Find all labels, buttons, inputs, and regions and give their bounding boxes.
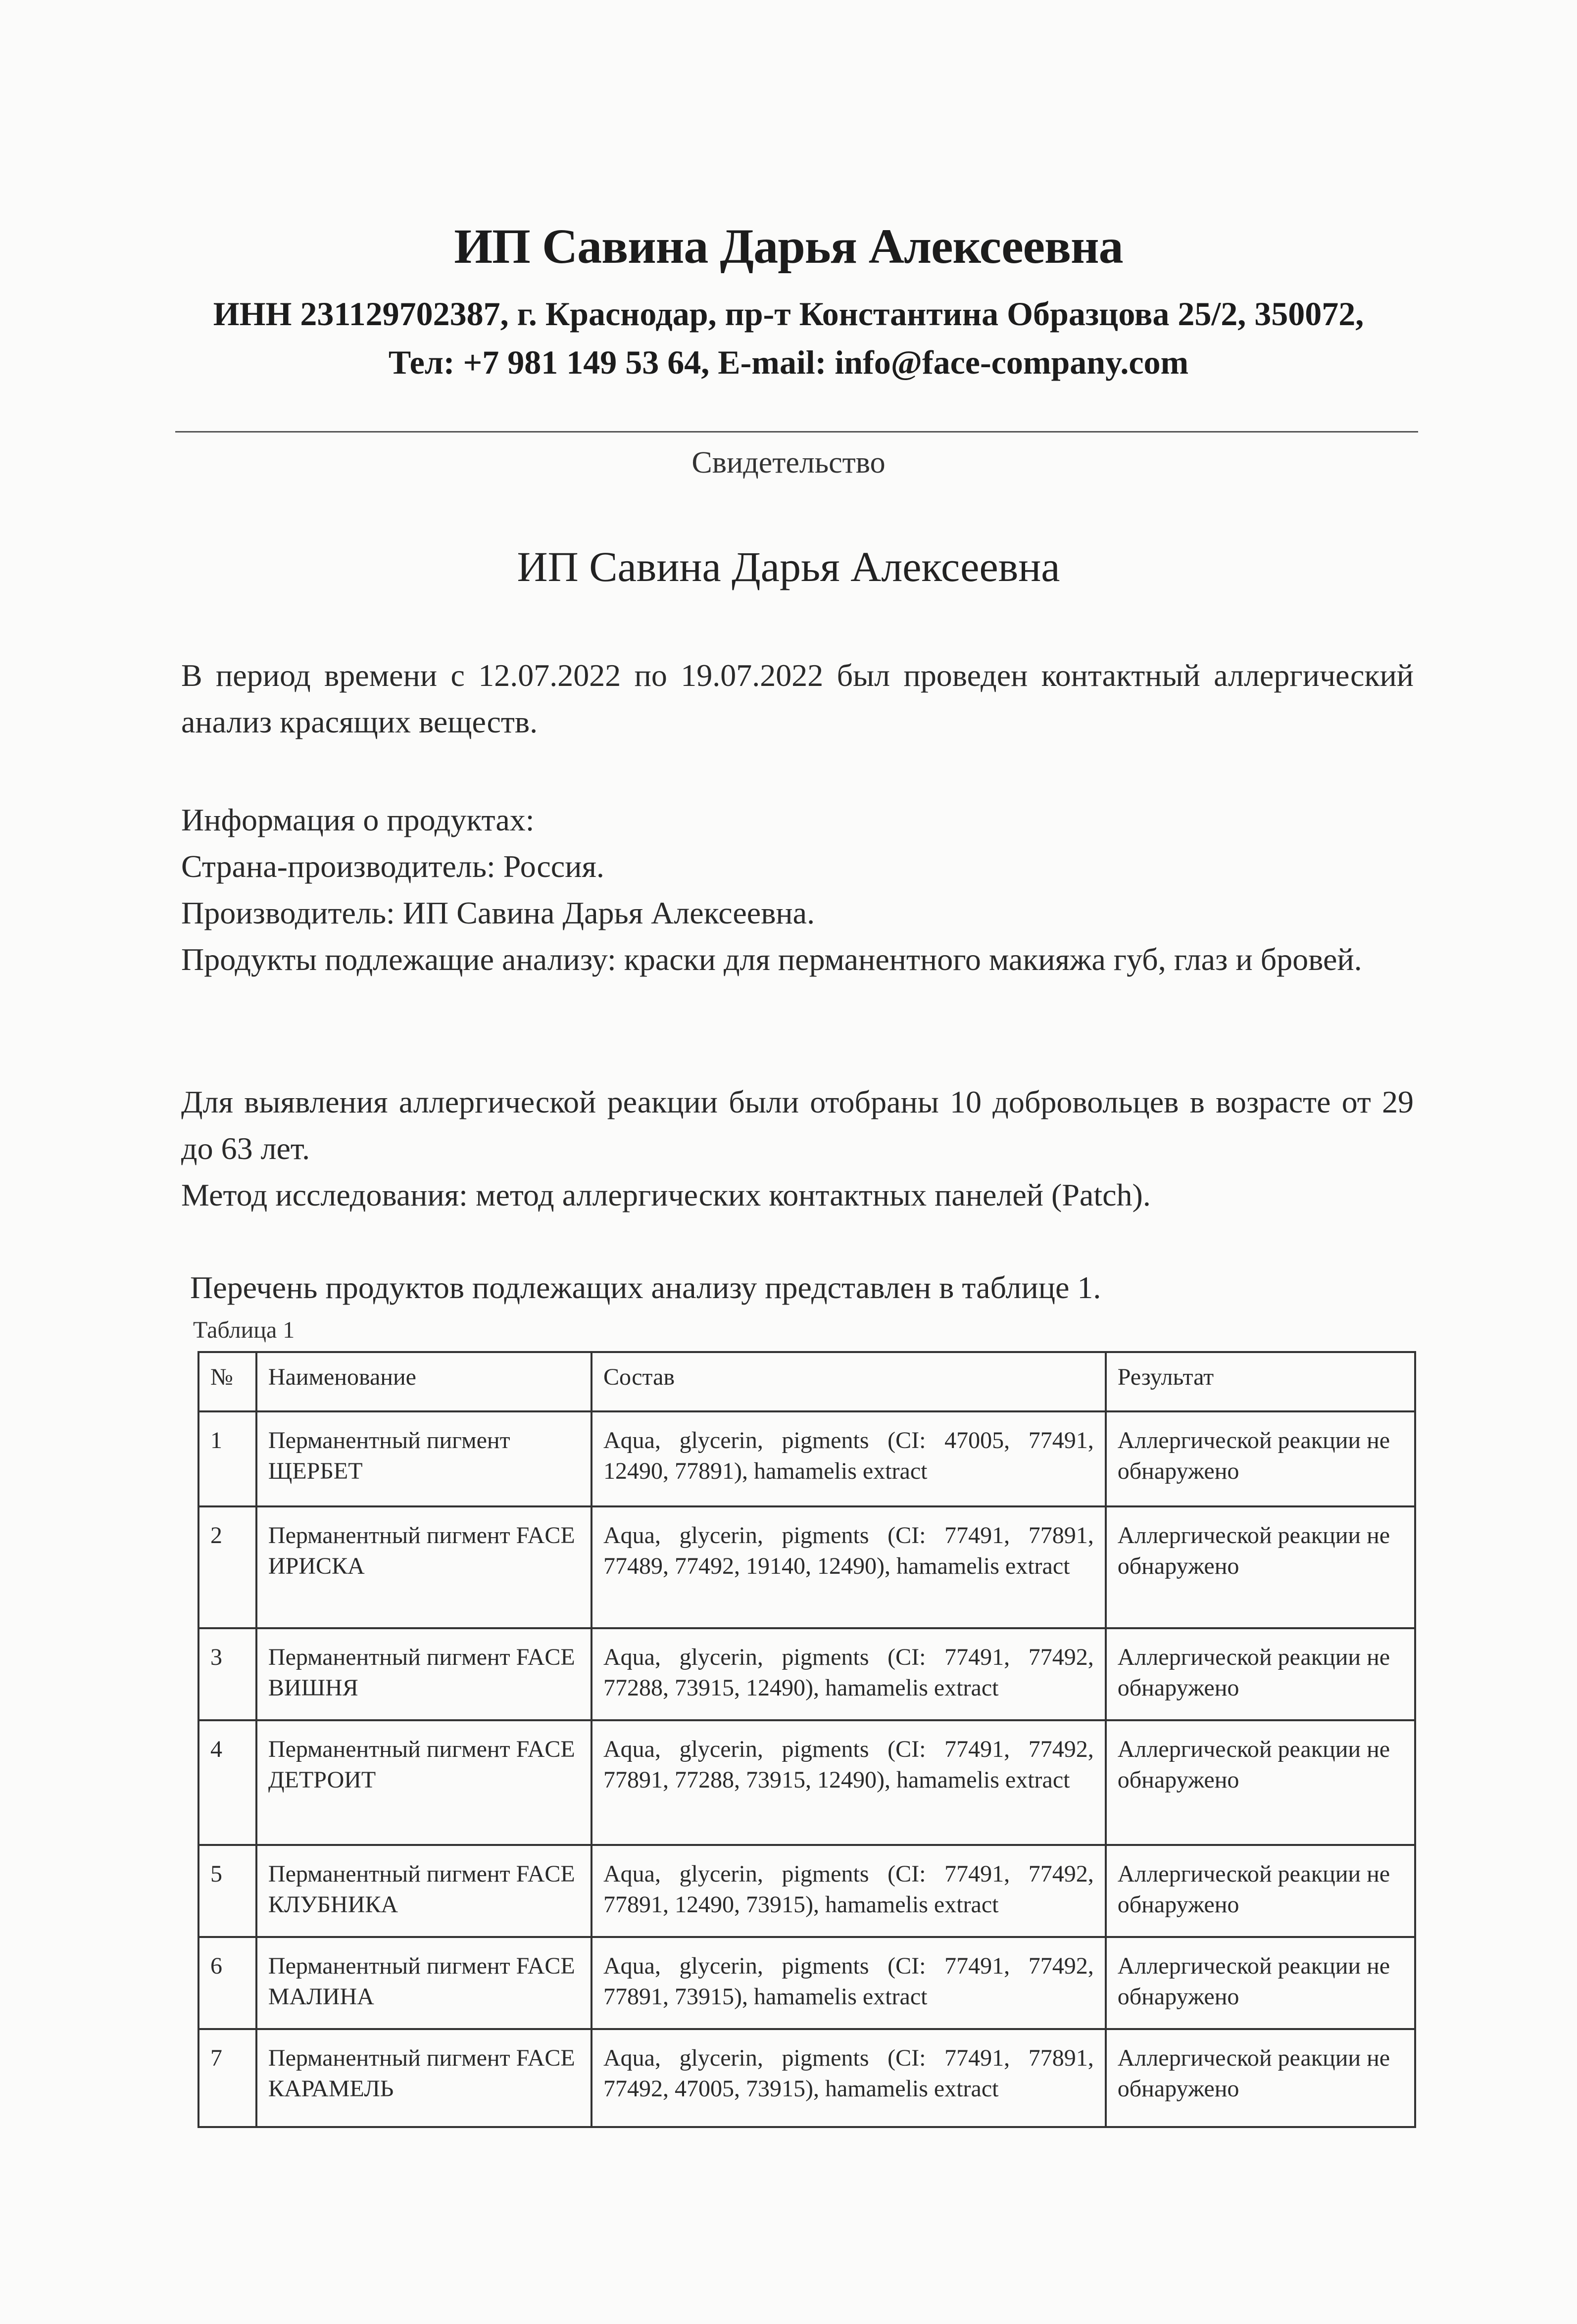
header-name: Наименование: [256, 1352, 591, 1411]
table-row: [198, 1411, 1415, 1506]
cell-number: 4: [198, 1720, 256, 1845]
cell-number: 2: [198, 1506, 256, 1628]
header-composition: Состав: [591, 1352, 1106, 1411]
cell-result: Аллергической реакции не обнаружено: [1106, 1628, 1415, 1720]
cell-composition: Aqua, glycerin, pigments (CI: 77491, 77492, 77891, 77288, 73915, 12490), hamamelis extract: [591, 1720, 1106, 1845]
header-result: Результат: [1106, 1352, 1415, 1411]
header-divider: [175, 431, 1418, 433]
table-row: [198, 1506, 1415, 1628]
products-table: [197, 1351, 1416, 2128]
cell-result: Аллергической реакции не обнаружено: [1106, 1411, 1415, 1506]
table-row: [198, 1845, 1415, 1937]
cell-number: 1: [198, 1411, 256, 1506]
cell-name: Перманентный пигмент FACE ВИШНЯ: [256, 1628, 591, 1720]
table-caption: Таблица 1: [193, 1317, 295, 1343]
table-row: [198, 2029, 1415, 2127]
company-address: ИНН 231129702387, г. Краснодар, пр-т Константина Образцова 25/2, 350072,: [213, 295, 1364, 333]
cell-name: Перманентный пигмент FACE КЛУБНИКА: [256, 1845, 591, 1937]
method-line: Метод исследования: метод аллергических контактных панелей (Patch).: [181, 1177, 1151, 1212]
cell-name: Перманентный пигмент FACE КАРАМЕЛЬ: [256, 2029, 591, 2127]
company-contacts: Тел: +7 981 149 53 64, E-mail: info@face-company.com: [388, 343, 1189, 381]
cell-result: Аллергической реакции не обнаружено: [1106, 1506, 1415, 1628]
header-number: №: [198, 1352, 256, 1411]
cell-composition: Aqua, glycerin, pigments (CI: 77491, 77891, 77489, 77492, 19140, 12490), hamamelis extract: [591, 1506, 1106, 1628]
cell-composition: Aqua, glycerin, pigments (CI: 77491, 77492, 77288, 73915, 12490), hamamelis extract: [591, 1628, 1106, 1720]
period-paragraph: В период времени с 12.07.2022 по 19.07.2022 был проведен контактный аллергический анализ красящих веществ.: [181, 658, 1414, 739]
table-row: [198, 1937, 1415, 2029]
table-intro: Перечень продуктов подлежащих анализу представлен в таблице 1.: [190, 1270, 1101, 1305]
issuer-name: ИП Савина Дарья Алексеевна: [517, 543, 1060, 590]
table-row: [198, 1628, 1415, 1720]
products-paragraph: Продукты подлежащие анализу: краски для перманентного макияжа губ, глаз и бровей.: [181, 942, 1362, 977]
cell-result: Аллергической реакции не обнаружено: [1106, 1720, 1415, 1845]
cell-name: Перманентный пигмент ЩЕРБЕТ: [256, 1411, 591, 1506]
cell-composition: Aqua, glycerin, pigments (CI: 77491, 77891, 77492, 47005, 73915), hamamelis extract: [591, 2029, 1106, 2127]
cell-result: Аллергической реакции не обнаружено: [1106, 1937, 1415, 2029]
cell-name: Перманентный пигмент FACE ИРИСКА: [256, 1506, 591, 1628]
country-line: Страна-производитель: Россия.: [181, 849, 604, 884]
cell-name: Перманентный пигмент FACE ДЕТРОИТ: [256, 1720, 591, 1845]
table-header-row: [198, 1352, 1415, 1411]
manufacturer-line: Производитель: ИП Савина Дарья Алексеевна.: [181, 895, 815, 930]
cell-result: Аллергической реакции не обнаружено: [1106, 1845, 1415, 1937]
info-title: Информация о продуктах:: [181, 802, 535, 837]
cell-composition: Aqua, glycerin, pigments (CI: 77491, 77492, 77891, 73915), hamamelis extract: [591, 1937, 1106, 2029]
table-row: [198, 1720, 1415, 1845]
cell-number: 5: [198, 1845, 256, 1937]
cell-number: 6: [198, 1937, 256, 2029]
cell-composition: Aqua, glycerin, pigments (CI: 47005, 77491, 12490, 77891), hamamelis extract: [591, 1411, 1106, 1506]
cell-number: 7: [198, 2029, 256, 2127]
document-type: Свидетельство: [691, 446, 886, 480]
volunteers-paragraph: Для выявления аллергической реакции были отобраны 10 добровольцев в возрасте от 29 до 63 лет.: [181, 1084, 1414, 1166]
cell-composition: Aqua, glycerin, pigments (CI: 77491, 77492, 77891, 12490, 73915), hamamelis extract: [591, 1845, 1106, 1937]
cell-result: Аллергической реакции не обнаружено: [1106, 2029, 1415, 2127]
company-title: ИП Савина Дарья Алексеевна: [454, 219, 1123, 274]
cell-number: 3: [198, 1628, 256, 1720]
cell-name: Перманентный пигмент FACE МАЛИНА: [256, 1937, 591, 2029]
